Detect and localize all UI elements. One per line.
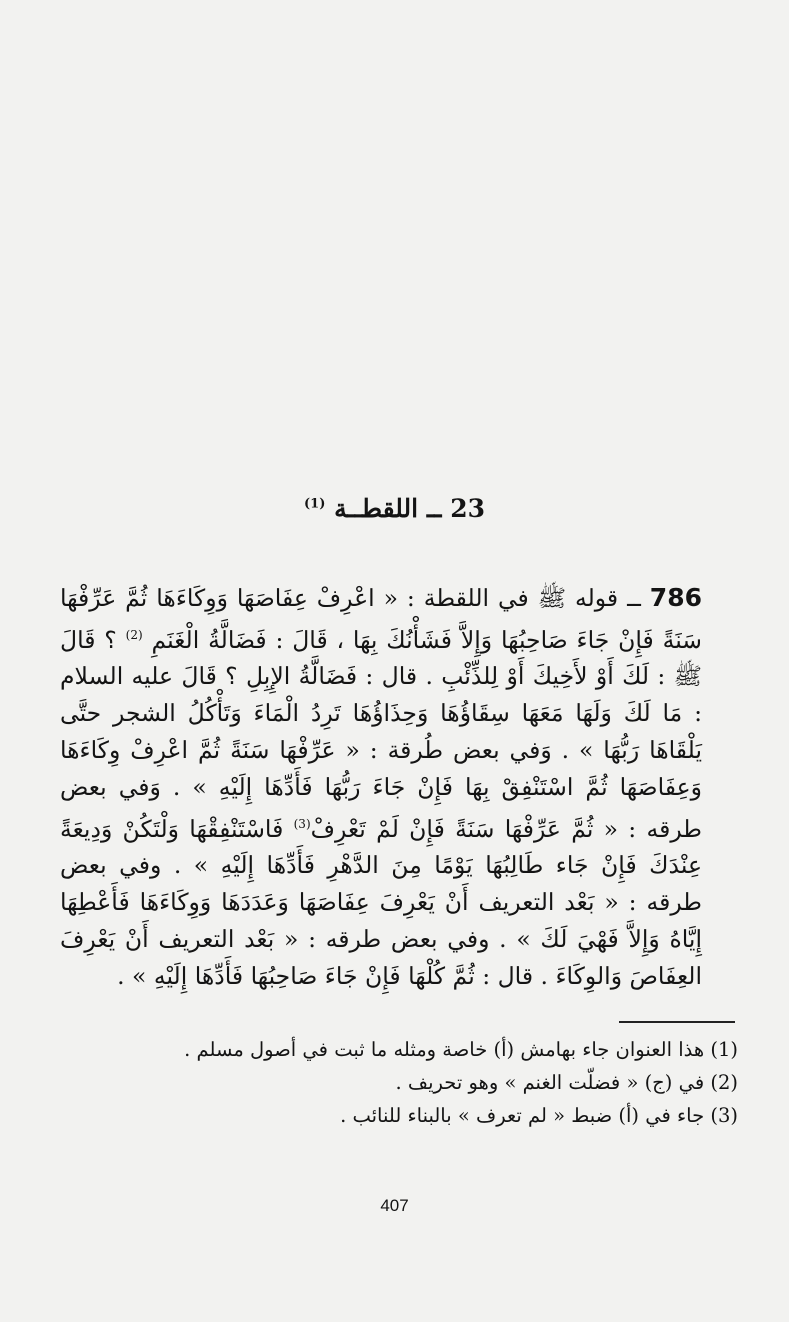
hadith-text-part-3: فَاسْتَنْفِقْهَا وَلْتَكُنْ وَدِيعَةً عِنْدَكَ فَإِنْ جَاء طَالِبُهَا يَوْمًا مِنَ الدَّهْرِ فَأَدِّهَا إِلَيْهِ » . وفي بعض طرقه : « بَعْد التعريف أَنْ يَعْرِفَ عِفَاصَهَا وَعَدَدَهَا وَوِكَاءَهَا فَأَعْطِهَا إِيَّاهُ وَإِلاَّ فَهْيَ لَكَ » . وفي بعض طرقه : « بَعْد التعريف أَنْ يَعْرِفَ العِفَاصَ وَالوِكَاءَ . قال : ثُمَّ كُلْهَا فَإِنْ جَاءَ صَاحِبُهَا فَأَدِّهَا إِلَيْهِ » . bbox=[60, 814, 702, 990]
footnote-divider bbox=[619, 1021, 735, 1023]
hadith-paragraph bbox=[60, 580, 702, 994]
footnote-1: (1) هذا العنوان جاء بهامش (أ) خاصة ومثله ما ثبت في أصول مسلم . bbox=[184, 1038, 738, 1061]
page-number: 407 bbox=[380, 1196, 409, 1215]
footnote-2: (2) في (ج) « فضلّت الغنم » وهو تحريف . bbox=[395, 1071, 738, 1094]
footnote-3: (3) جاء في (أ) ضبط « لم تعرف » بالبناء للنائب . bbox=[340, 1104, 738, 1127]
hadith-text-part-1: ــ قوله ﷺ في اللقطة : « اعْرِفْ عِفَاصَهَا وَوِكَاءَهَا ثُمَّ عَرِّفْهَا سَنَةً فَإِنْ جَاءَ صَاحِبُهَا وَإِلاَّ فَشَأْنُكَ بِهَا ، قَالَ : فَضَالَّةُ الْغَنَمِ bbox=[60, 584, 702, 654]
footnote-ref-2: (2) bbox=[125, 627, 143, 642]
footnote-ref-3: (3) bbox=[293, 816, 311, 831]
chapter-title bbox=[0, 494, 789, 523]
chapter-title-text: 23 ــ اللقطــة bbox=[334, 494, 485, 523]
footnotes bbox=[60, 1033, 738, 1132]
chapter-footnote-ref: (1) bbox=[304, 496, 326, 512]
hadith-text-part-2: ؟ قَالَ ﷺ : لَكَ أَوْ لأَخِيكَ أَوْ لِلذِّئْبِ . قال : فَضَالَّةُ الإِبِلِ ؟ قَالَ عليه السلام : مَا لَكَ وَلَهَا مَعَهَا سِقَاؤُهَا وَحِذَاؤُهَا تَرِدُ الْمَاءَ وَتَأْكُلُ الشجر حتَّى يَلْقَاهَا رَبُّهَا » . وَفي بعض طُرقة : « عَرِّفْهَا سَنَةً ثُمَّ اعْرِفْ وِكَاءَهَا وَعِفَاصَهَا ثُمَّ اسْتَنْفِقْ بِهَا فَإِنْ جَاءَ رَبُّهَا فَأَدِّهَا إِلَيْهِ » . وَفي بعض طرقه : « ثُمَّ عَرِّفْهَا سَنَةً فَإِنْ لَمْ تَعْرِفْ bbox=[60, 625, 703, 843]
hadith-number: 786 bbox=[649, 583, 702, 612]
